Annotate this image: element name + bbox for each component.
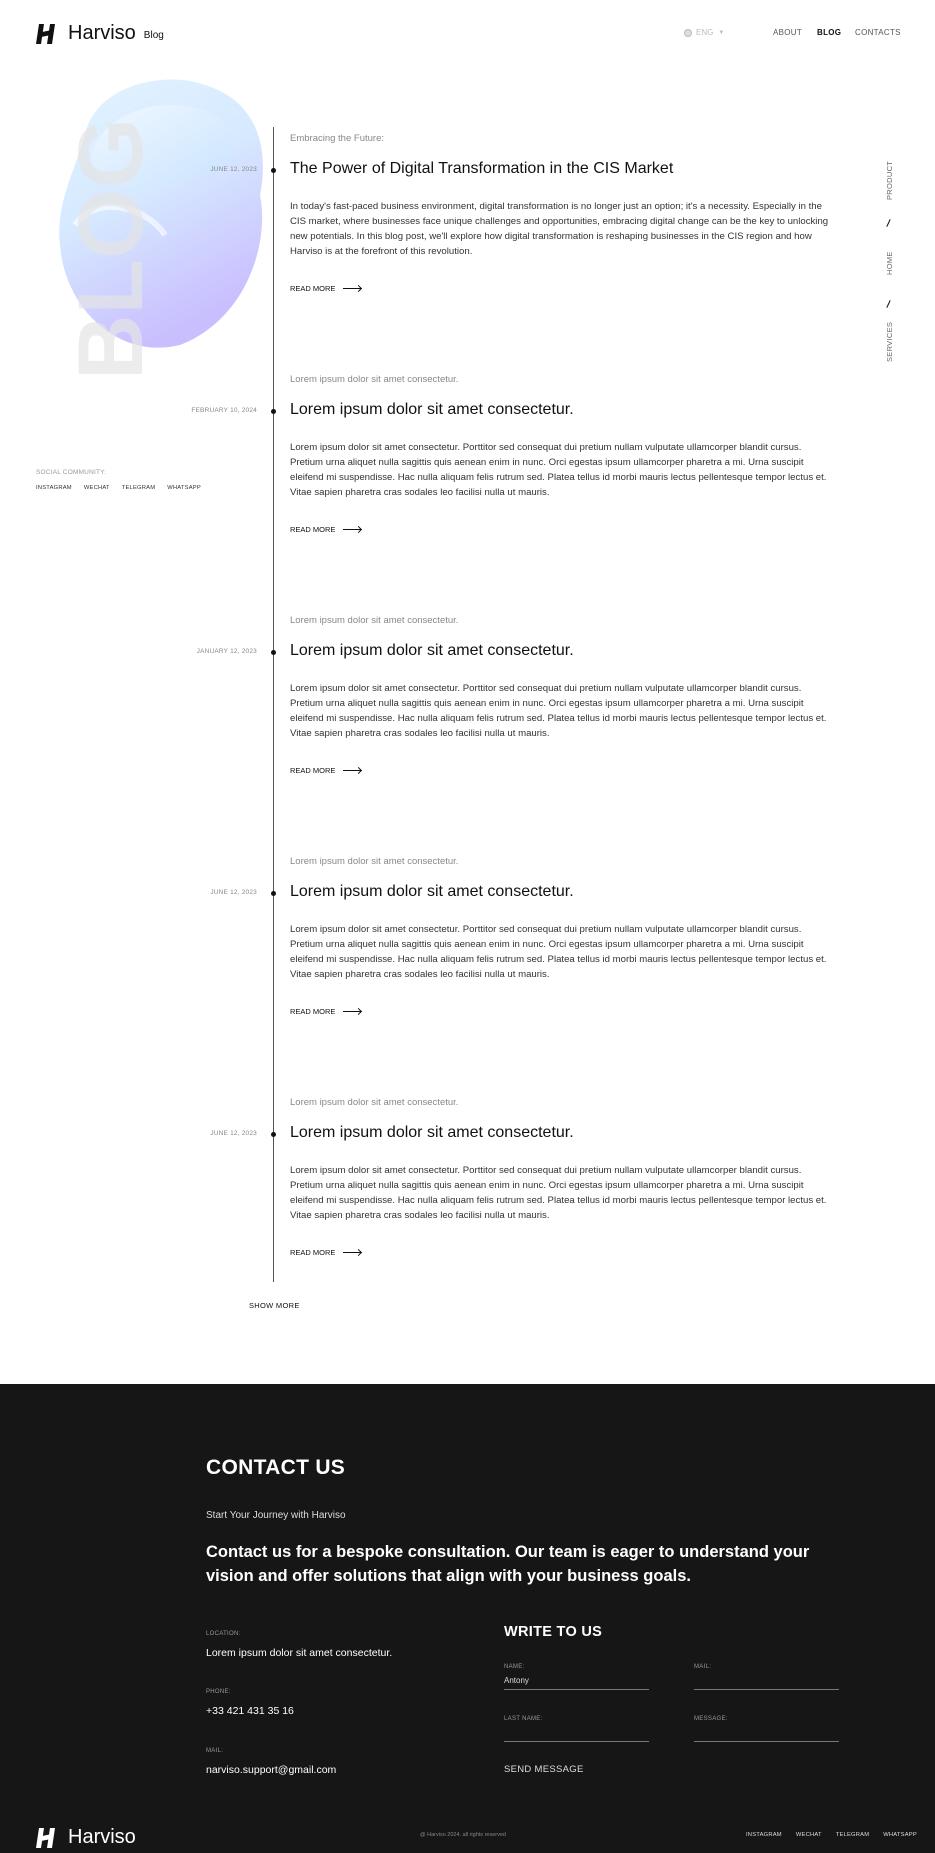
side-nav-home[interactable]: HOME bbox=[885, 251, 894, 275]
mail-value[interactable]: narviso.support@gmail.com bbox=[206, 1764, 337, 1776]
arrow-right-icon bbox=[343, 1252, 361, 1253]
footer-brand-name: Harviso bbox=[68, 1826, 136, 1848]
arrow-right-icon bbox=[343, 288, 361, 289]
post-kicker: Lorem ipsum dolor sit amet consectetur. bbox=[290, 856, 459, 867]
last-name-label: LAST NAME: bbox=[504, 1716, 543, 1722]
post-kicker: Lorem ipsum dolor sit amet consectetur. bbox=[290, 374, 459, 385]
send-message-button[interactable]: SEND MESSAGE bbox=[504, 1764, 584, 1775]
footer bbox=[0, 1384, 935, 1853]
nav-contacts[interactable]: CONTACTS bbox=[855, 28, 901, 37]
social-link-telegram[interactable]: TELEGRAM bbox=[121, 485, 156, 491]
arrow-right-icon bbox=[343, 770, 361, 771]
write-to-us-title: WRITE TO US bbox=[504, 1624, 603, 1640]
name-label: NAME: bbox=[504, 1664, 525, 1670]
message-field[interactable] bbox=[694, 1728, 839, 1742]
nav-about[interactable]: ABOUT bbox=[773, 28, 803, 37]
blog-post bbox=[0, 1097, 935, 1287]
post-body: Lorem ipsum dolor sit amet consectetur. Porttitor sed consequat dui pretium nullam vulputate ullamcorper blandit cursus. Pretium urna aliquet nulla sagittis quis aenean enim in nunc. Orci egestas ipsum ullamcorper pharetra a mi. Urna suscipit eleifend mi suspendisse. Hac nulla aliquam felis rutrum sed. Platea tellus id morbi mauris lectus pellentesque tempor lectus et. Vitae sapien pharetra cras sodales leo facilisi nulla ut mauris. bbox=[290, 924, 827, 980]
post-body: Lorem ipsum dolor sit amet consectetur. Porttitor sed consequat dui pretium nullam vulputate ullamcorper blandit cursus. Pretium urna aliquet nulla sagittis quis aenean enim in nunc. Orci egestas ipsum ullamcorper pharetra a mi. Urna suscipit eleifend mi suspendisse. Hac nulla aliquam felis rutrum sed. Platea tellus id morbi mauris lectus pellentesque tempor lectus et. Vitae sapien pharetra cras sodales leo facilisi nulla ut mauris. bbox=[290, 442, 827, 498]
read-more-link[interactable] bbox=[290, 1248, 361, 1257]
post-date: JANUARY 12, 2023 bbox=[196, 648, 257, 655]
globe-icon bbox=[684, 29, 692, 37]
footer-social-instagram[interactable]: INSTAGRAM bbox=[746, 1832, 782, 1838]
timeline-dot bbox=[271, 1132, 276, 1137]
social-link-whatsapp[interactable]: WHATSAPP bbox=[167, 485, 201, 491]
arrow-right-icon bbox=[343, 529, 361, 530]
post-body: Lorem ipsum dolor sit amet consectetur. Porttitor sed consequat dui pretium nullam vulputate ullamcorper blandit cursus. Pretium urna aliquet nulla sagittis quis aenean enim in nunc. Orci egestas ipsum ullamcorper pharetra a mi. Urna suscipit eleifend mi suspendisse. Hac nulla aliquam felis rutrum sed. Platea tellus id morbi mauris lectus pellentesque tempor lectus et. Vitae sapien pharetra cras sodales leo facilisi nulla ut mauris. bbox=[290, 1165, 827, 1221]
post-kicker: Lorem ipsum dolor sit amet consectetur. bbox=[290, 1097, 459, 1108]
footer-social-wechat[interactable]: WECHAT bbox=[795, 1832, 822, 1838]
read-more-link[interactable] bbox=[290, 525, 361, 534]
timeline-dot bbox=[271, 168, 276, 173]
footer-social-links bbox=[746, 1832, 917, 1838]
footer-social-whatsapp[interactable]: WHATSAPP bbox=[883, 1832, 917, 1838]
read-more-label: READ MORE bbox=[290, 284, 336, 293]
chevron-down-icon: ▼ bbox=[718, 29, 725, 36]
contact-lead: Contact us for a bespoke consultation. Our team is eager to understand your vision and offer solutions that align with your business goals. bbox=[206, 1543, 810, 1585]
show-more-button[interactable]: SHOW MORE bbox=[249, 1301, 300, 1310]
hero-blog-text: BLOG bbox=[60, 114, 162, 380]
location-value: Lorem ipsum dolor sit amet consectetur. bbox=[206, 1647, 393, 1659]
social-label: SOCIAL COMMUNITY: bbox=[36, 469, 107, 476]
logo[interactable] bbox=[36, 22, 164, 45]
nav-blog[interactable]: BLOG bbox=[817, 28, 842, 37]
post-date: JUNE 12, 2023 bbox=[210, 1130, 257, 1137]
post-kicker: Embracing the Future: bbox=[290, 133, 384, 144]
blog-post bbox=[0, 615, 935, 805]
brand-sub: Blog bbox=[143, 30, 164, 41]
harviso-logo-icon bbox=[36, 24, 58, 44]
social-community bbox=[36, 469, 201, 491]
social-link-instagram[interactable]: INSTAGRAM bbox=[36, 485, 72, 491]
read-more-link[interactable] bbox=[290, 284, 361, 293]
brand-name: Harviso bbox=[68, 22, 136, 44]
name-field[interactable]: Antony bbox=[504, 1676, 649, 1690]
footer-logo[interactable] bbox=[36, 1826, 136, 1849]
mail-field[interactable] bbox=[694, 1676, 839, 1690]
side-nav-services[interactable]: SERVICES bbox=[885, 321, 894, 362]
social-links bbox=[36, 485, 201, 491]
side-nav-product[interactable]: PRODUCT bbox=[885, 160, 894, 200]
post-date: JUNE 12, 2023 bbox=[210, 889, 257, 896]
contact-journey: Start Your Journey with Harviso bbox=[206, 1510, 346, 1521]
mail-field-label: MAIL: bbox=[694, 1664, 712, 1670]
read-more-label: READ MORE bbox=[290, 1248, 336, 1257]
post-title[interactable]: Lorem ipsum dolor sit amet consectetur. bbox=[290, 642, 574, 659]
language-selector[interactable] bbox=[684, 28, 724, 37]
post-title[interactable]: The Power of Digital Transformation in the CIS Market bbox=[290, 160, 674, 177]
timeline-dot bbox=[271, 891, 276, 896]
post-body: In today's fast-paced business environment, digital transformation is no longer just an option; it's a necessity. Especially in the CIS market, where businesses face unique challenges and opportunities, embracing digital change can be the key to unlocking new potentials. In this blog post, we'll explore how digital transformation is reshaping businesses in the CIS region and how Harviso is at the forefront of this revolution. bbox=[290, 201, 829, 257]
last-name-field[interactable] bbox=[504, 1728, 649, 1742]
read-more-label: READ MORE bbox=[290, 525, 336, 534]
post-date: FEBRUARY 10, 2024 bbox=[191, 407, 257, 414]
copyright: @ Harviso 2024. all rights reserved bbox=[420, 1832, 506, 1838]
read-more-link[interactable] bbox=[290, 766, 361, 775]
timeline-dot bbox=[271, 650, 276, 655]
read-more-label: READ MORE bbox=[290, 766, 336, 775]
blog-post bbox=[0, 133, 935, 323]
message-label: MESSAGE: bbox=[694, 1716, 728, 1722]
social-link-wechat[interactable]: WECHAT bbox=[83, 485, 110, 491]
post-body: Lorem ipsum dolor sit amet consectetur. Porttitor sed consequat dui pretium nullam vulputate ullamcorper blandit cursus. Pretium urna aliquet nulla sagittis quis aenean enim in nunc. Orci egestas ipsum ullamcorper pharetra a mi. Urna suscipit eleifend mi suspendisse. Hac nulla aliquam felis rutrum sed. Platea tellus id morbi mauris lectus pellentesque tempor lectus et. Vitae sapien pharetra cras sodales leo facilisi nulla ut mauris. bbox=[290, 683, 827, 739]
location-label: LOCATION: bbox=[206, 1631, 241, 1637]
read-more-label: READ MORE bbox=[290, 1007, 336, 1016]
footer-social-telegram[interactable]: TELEGRAM bbox=[835, 1832, 870, 1838]
timeline-dot bbox=[271, 409, 276, 414]
phone-value[interactable]: +33 421 431 35 16 bbox=[206, 1705, 294, 1717]
post-title[interactable]: Lorem ipsum dolor sit amet consectetur. bbox=[290, 401, 574, 418]
arrow-right-icon bbox=[343, 1011, 361, 1012]
blog-post bbox=[0, 856, 935, 1046]
post-title[interactable]: Lorem ipsum dolor sit amet consectetur. bbox=[290, 1124, 574, 1141]
post-date: JUNE 12, 2023 bbox=[210, 166, 257, 173]
harviso-logo-icon bbox=[36, 1828, 58, 1848]
phone-label: PHONE: bbox=[206, 1689, 231, 1695]
contact-title: CONTACT US bbox=[206, 1456, 346, 1479]
header bbox=[0, 0, 935, 68]
language-label: ENG bbox=[696, 28, 714, 37]
mail-label: MAIL: bbox=[206, 1748, 224, 1754]
read-more-link[interactable] bbox=[290, 1007, 361, 1016]
post-title[interactable]: Lorem ipsum dolor sit amet consectetur. bbox=[290, 883, 574, 900]
post-kicker: Lorem ipsum dolor sit amet consectetur. bbox=[290, 615, 459, 626]
